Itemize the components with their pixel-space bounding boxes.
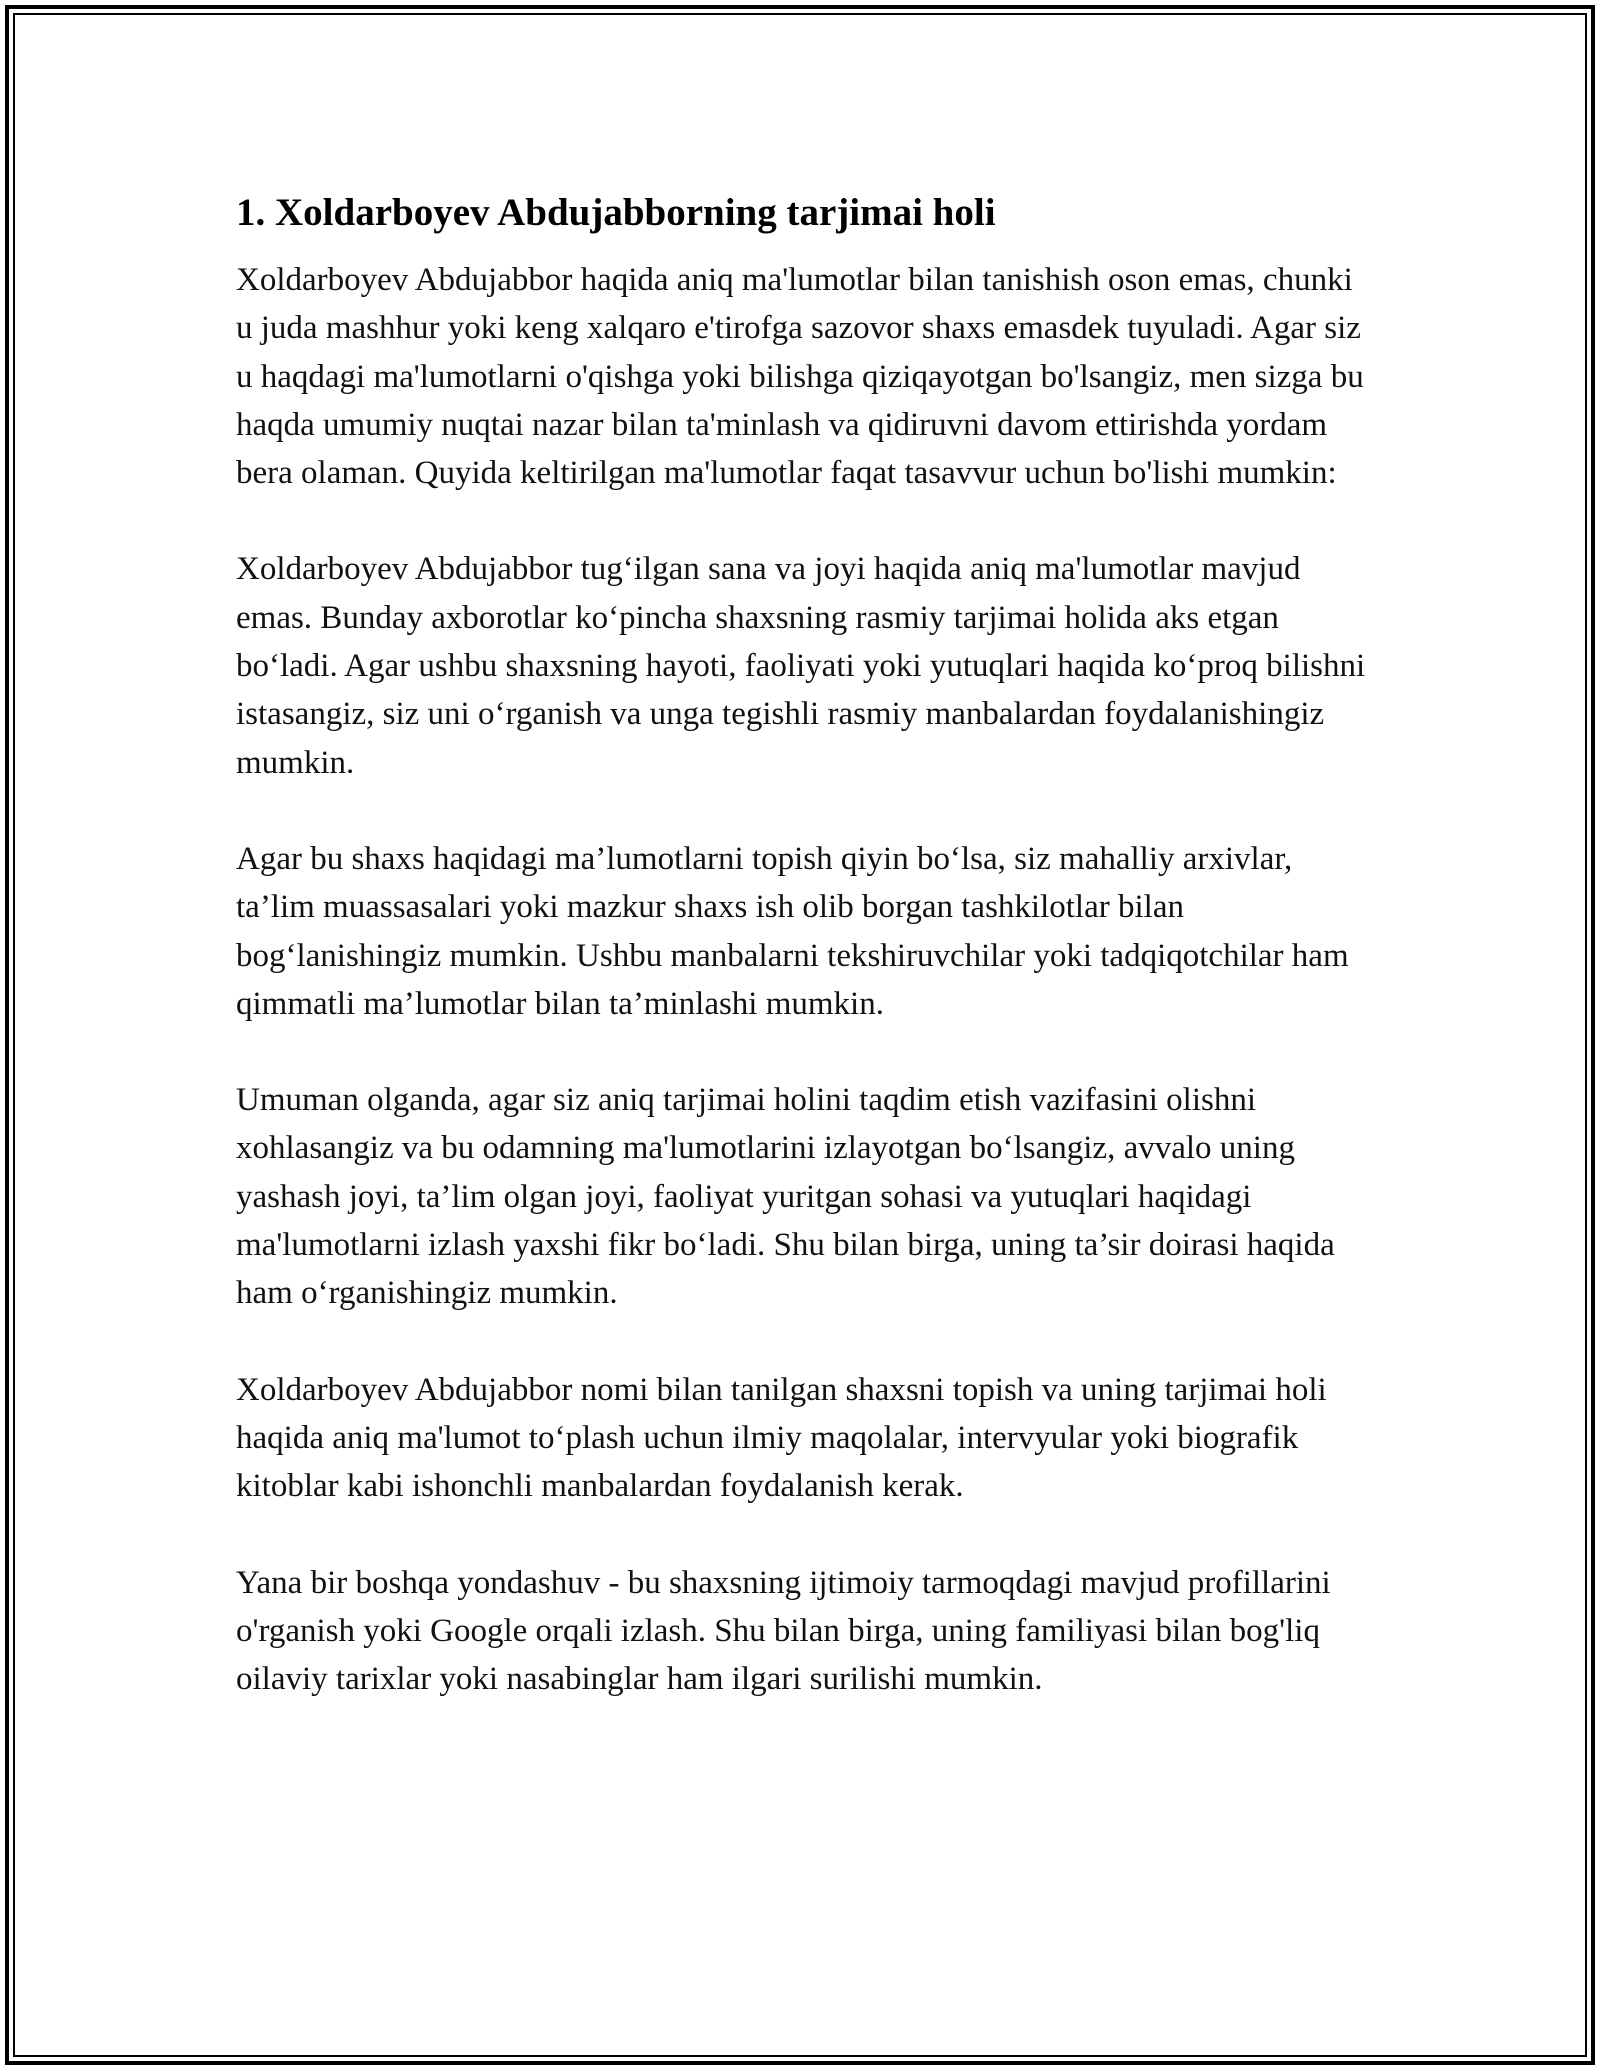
paragraph-2: Xoldarboyev Abdujabbor tug‘ilgan sana va joyi haqida aniq ma'lumotlar mavjud emas. Bunday axborotlar ko‘pincha shaxsning rasmiy tarjimai holida aks etgan bo‘ladi. Agar ushbu shaxsning hayoti, faoliyati yoki yutuqlari haqida ko‘proq bilishni istasangiz, siz uni o‘rganish va unga tegishli rasmiy manbalardan foydalanishingiz mumkin. <box>236 551 1366 781</box>
paragraph-5: Xoldarboyev Abdujabbor nomi bilan tanilgan shaxsni topish va uning tarjimai holi haqida aniq ma'lumot to‘plash uchun ilmiy maqolalar, intervyular yoki biografik kitoblar kabi ishonchli manbalardan foydalanish kerak. <box>236 1371 1327 1505</box>
document-body <box>236 188 1376 1751</box>
paragraph-3: Agar bu shaxs haqidagi ma’lumotlarni topish qiyin bo‘lsa, siz mahalliy arxivlar, ta’lim muassasalari yoki mazkur shaxs ish olib borgan tashkilotlar bilan bog‘lanishingiz mumkin. Ushbu manbalarni tekshiruvchilar yoki tadqiqotchilar ham qimmatli ma’lumotlar bilan ta’minlashi mumkin. <box>236 840 1349 1022</box>
paragraph-1: Xoldarboyev Abdujabbor haqida aniq ma'lumotlar bilan tanishish oson emas, chunki u juda mashhur yoki keng xalqaro e'tirofga sazovor shaxs emasdek tuyuladi. Agar siz u haqdagi ma'lumotlarni o'qishga yoki bilishga qiziqayotgan bo'lsangiz, men sizga bu haqda umumiy nuqtai nazar bilan ta'minlash va qidiruvni davom ettirishda yordam bera olaman. Quyida keltirilgan ma'lumotlar faqat tasavvur uchun bo'lishi mumkin: <box>236 262 1364 492</box>
paragraph-6: Yana bir boshqa yondashuv - bu shaxsning ijtimoiy tarmoqdagi mavjud profillarini o'rganish yoki Google orqali izlash. Shu bilan birga, uning familiyasi bilan bog'liq oilaviy tarixlar yoki nasabinglar ham ilgari surilishi mumkin. <box>236 1564 1331 1698</box>
paragraph-4: Umuman olganda, agar siz aniq tarjimai holini taqdim etish vazifasini olishni xohlasangiz va bu odamning ma'lumotlarini izlayotgan bo‘lsangiz, avvalo uning yashash joyi, ta’lim olgan joyi, faoliyat yuritgan sohasi va yutuqlari haqidagi ma'lumotlarni izlash yaxshi fikr bo‘ladi. Shu bilan birga, uning ta’sir doirasi haqida ham o‘rganishingiz mumkin. <box>236 1082 1335 1312</box>
document-heading: 1. Xoldarboyev Abdujabborning tarjimai holi <box>236 191 996 234</box>
